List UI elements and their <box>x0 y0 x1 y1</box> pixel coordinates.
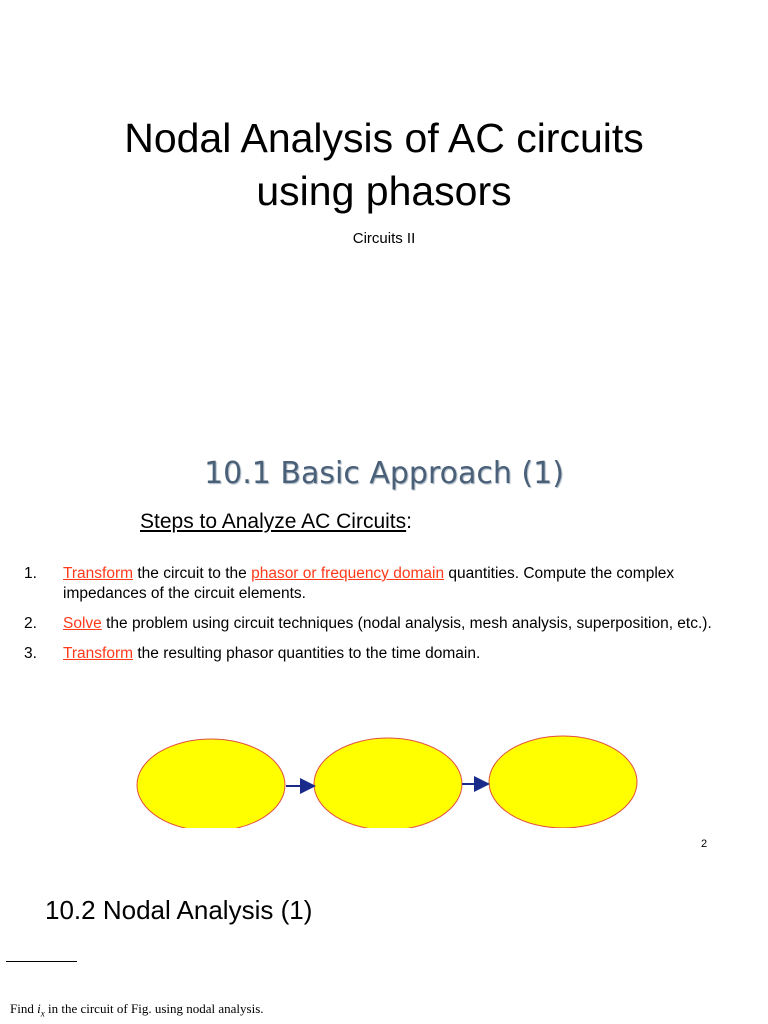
slide1-title-line1: Nodal Analysis of AC circuits <box>124 115 644 161</box>
step-text-part: the resulting phasor quantities to the time domain. <box>133 645 481 662</box>
step-text-part: the problem using circuit techniques (nodal analysis, mesh analysis, superposition, etc.). <box>101 615 712 632</box>
step-keyword: Transform <box>63 565 134 582</box>
flow-ellipse-2 <box>314 738 462 828</box>
slide3-title: 10.2 Nodal Analysis (1) <box>45 895 313 925</box>
problem-suffix: in the circuit of Fig. using nodal analysis. <box>44 1001 264 1016</box>
divider-rule <box>6 961 77 962</box>
slide2-heading <box>140 510 412 534</box>
step-text-part: the circuit to the <box>133 565 252 582</box>
slide1-subtitle: Circuits II <box>352 230 416 247</box>
step-number: 1. <box>24 565 37 582</box>
step-text <box>63 565 674 602</box>
problem-variable: i <box>37 1001 41 1016</box>
flow-diagram <box>130 728 650 828</box>
step-keyword: Transform <box>63 645 134 662</box>
step-item <box>24 564 724 604</box>
step-keyword: phasor or frequency domain <box>251 565 445 582</box>
step-item <box>24 614 724 634</box>
step-text <box>63 645 480 662</box>
flow-ellipse-3 <box>489 736 637 828</box>
slide2-heading-suffix: : <box>406 510 412 533</box>
step-number: 3. <box>24 645 37 662</box>
step-item <box>24 644 724 664</box>
step-number: 2. <box>24 615 37 632</box>
step-keyword: Solve <box>63 615 102 632</box>
flow-ellipse-1 <box>137 739 285 828</box>
problem-statement <box>10 1001 264 1019</box>
slide1-title-line2: using phasors <box>256 168 512 214</box>
slide2-title: 10.1 Basic Approach (1) <box>204 456 564 491</box>
slide1-title <box>0 112 768 218</box>
step-text-part: quantities. Compute the complex impedances of the circuit elements. <box>63 565 675 602</box>
step-text <box>63 615 712 632</box>
page-number: 2 <box>701 838 708 850</box>
problem-prefix: Find <box>10 1001 38 1016</box>
problem-variable-subscript: x <box>40 1008 45 1019</box>
steps-list <box>24 564 724 674</box>
slide2-heading-text: Steps to Analyze AC Circuits <box>140 510 407 533</box>
